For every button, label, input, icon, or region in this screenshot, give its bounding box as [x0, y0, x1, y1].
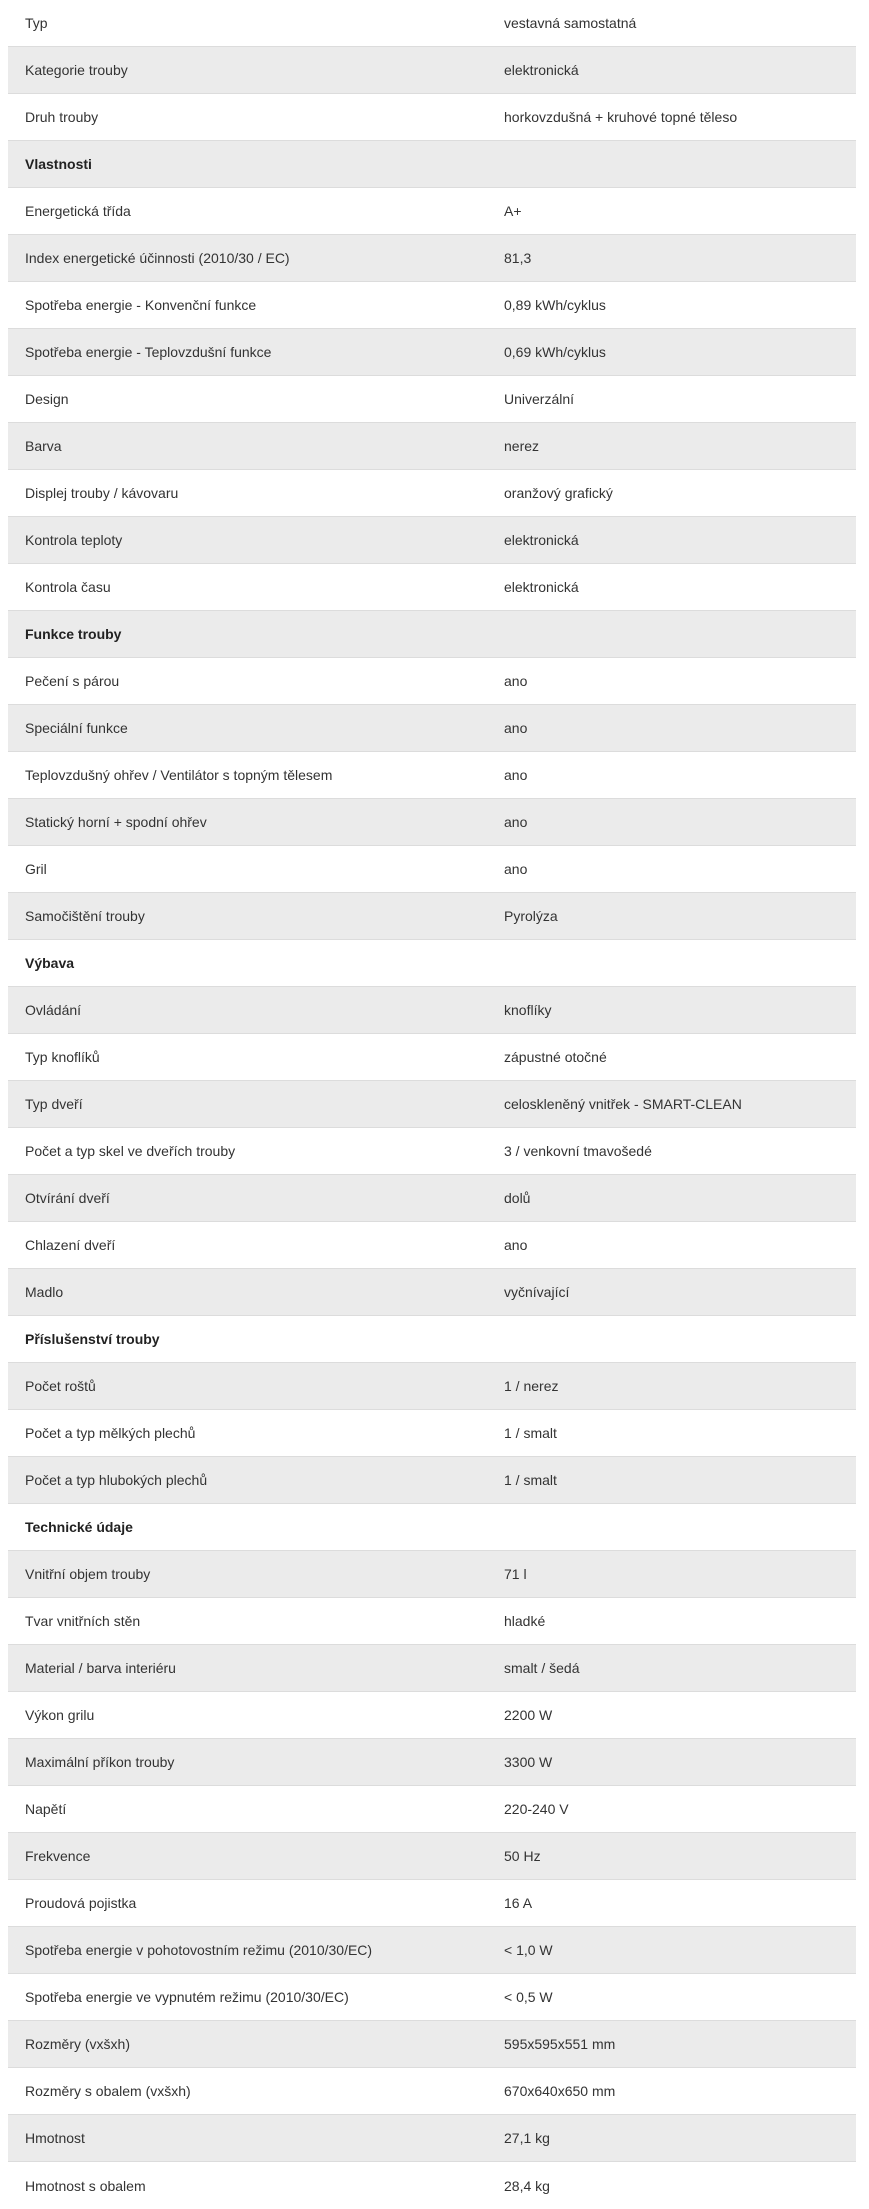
spec-label: Tvar vnitřních stěn: [25, 1613, 141, 1629]
spec-value: zápustné otočné: [504, 1049, 607, 1065]
spec-label: Spotřeba energie - Konvenční funkce: [25, 297, 257, 313]
spec-row: [8, 1739, 856, 1786]
spec-row: [8, 1269, 856, 1316]
spec-row: [8, 1692, 856, 1739]
spec-table: [8, 0, 856, 2209]
spec-value: 670x640x650 mm: [504, 2083, 616, 2099]
spec-value: elektronická: [504, 532, 579, 548]
spec-value: 0,89 kWh/cyklus: [504, 297, 606, 313]
spec-row: [8, 1645, 856, 1692]
spec-row: [8, 1457, 856, 1504]
spec-label: Hmotnost s obalem: [25, 2177, 146, 2194]
spec-row: [8, 1927, 856, 1974]
section-title: Výbava: [25, 955, 75, 971]
spec-label: Index energetické účinnosti (2010/30 / EC): [25, 250, 290, 266]
spec-value: ano: [504, 720, 528, 736]
spec-value: vestavná samostatná: [504, 15, 637, 31]
section-header-row: [8, 940, 856, 987]
spec-row: [8, 2162, 856, 2209]
spec-label: Typ knoflíků: [25, 1049, 100, 1065]
spec-value: Univerzální: [504, 391, 575, 407]
spec-label: Chlazení dveří: [25, 1237, 116, 1253]
spec-label: Gril: [25, 861, 47, 877]
spec-value: hladké: [504, 1613, 546, 1629]
spec-label: Hmotnost: [25, 2130, 85, 2146]
spec-label: Počet a typ mělkých plechů: [25, 1425, 196, 1441]
spec-label: Samočištění trouby: [25, 908, 145, 924]
spec-value: A+: [504, 203, 522, 219]
spec-value: 81,3: [504, 250, 532, 266]
spec-value: 2200 W: [504, 1707, 553, 1723]
section-title: Příslušenství trouby: [25, 1331, 160, 1347]
spec-row: [8, 1034, 856, 1081]
spec-value: elektronická: [504, 62, 579, 78]
spec-value: ano: [504, 1237, 528, 1253]
spec-row: [8, 1786, 856, 1833]
spec-value: 1 / smalt: [504, 1425, 557, 1441]
section-title: Funkce trouby: [25, 626, 122, 642]
spec-label: Počet roštů: [25, 1378, 96, 1394]
spec-label: Material / barva interiéru: [25, 1660, 176, 1676]
section-header-row: [8, 1504, 856, 1551]
spec-label: Rozměry s obalem (vxšxh): [25, 2083, 191, 2099]
spec-value: 220-240 V: [504, 1801, 569, 1817]
spec-value: celoskleněný vnitřek - SMART-CLEAN: [504, 1096, 742, 1112]
spec-label: Napětí: [25, 1801, 67, 1817]
spec-value: 50 Hz: [504, 1848, 541, 1864]
spec-value: 71 l: [504, 1566, 527, 1582]
spec-row: [8, 1974, 856, 2021]
spec-value: 0,69 kWh/cyklus: [504, 344, 606, 360]
spec-value: ano: [504, 861, 528, 877]
spec-label: Barva: [25, 438, 62, 454]
spec-value: knoflíky: [504, 1002, 552, 1018]
spec-row: [8, 1410, 856, 1457]
spec-value: nerez: [504, 438, 540, 454]
spec-row: [8, 893, 856, 940]
spec-row: [8, 329, 856, 376]
spec-row: [8, 846, 856, 893]
spec-label: Počet a typ skel ve dveřích trouby: [25, 1143, 236, 1159]
spec-row: [8, 1363, 856, 1410]
spec-row: [8, 47, 856, 94]
spec-value: 16 A: [504, 1895, 533, 1911]
spec-label: Typ: [25, 15, 48, 31]
spec-value: smalt / šedá: [504, 1660, 580, 1676]
spec-row: [8, 517, 856, 564]
spec-row: [8, 1833, 856, 1880]
spec-label: Madlo: [25, 1284, 64, 1300]
spec-row: [8, 564, 856, 611]
section-header-row: [8, 141, 856, 188]
spec-row: [8, 658, 856, 705]
spec-row: [8, 705, 856, 752]
spec-label: Vnitřní objem trouby: [25, 1566, 151, 1582]
spec-row: [8, 1880, 856, 1927]
section-title: Technické údaje: [25, 1519, 133, 1535]
spec-label: Kontrola času: [25, 579, 111, 595]
spec-value: Pyrolýza: [504, 908, 558, 924]
spec-row: [8, 2068, 856, 2115]
spec-label: Maximální příkon trouby: [25, 1754, 175, 1770]
spec-row: [8, 94, 856, 141]
spec-value: 27,1 kg: [504, 2130, 550, 2146]
spec-label: Pečení s párou: [25, 673, 120, 689]
spec-value: elektronická: [504, 579, 579, 595]
spec-label: Spotřeba energie - Teplovzdušní funkce: [25, 344, 272, 360]
spec-label: Teplovzdušný ohřev / Ventilátor s topným tělesem: [25, 767, 333, 783]
spec-label: Typ dveří: [25, 1096, 83, 1112]
spec-row: [8, 376, 856, 423]
spec-value: dolů: [504, 1190, 531, 1206]
spec-row: [8, 1222, 856, 1269]
spec-row: [8, 2115, 856, 2162]
spec-row: [8, 987, 856, 1034]
spec-value: 595x595x551 mm: [504, 2036, 616, 2052]
spec-label: Speciální funkce: [25, 720, 128, 736]
spec-label: Proudová pojistka: [25, 1895, 137, 1911]
spec-row: [8, 2021, 856, 2068]
spec-label: Frekvence: [25, 1848, 91, 1864]
spec-label: Výkon grilu: [25, 1707, 95, 1723]
spec-value: vyčnívající: [504, 1284, 570, 1300]
spec-row: [8, 188, 856, 235]
spec-label: Kategorie trouby: [25, 62, 128, 78]
spec-value: < 0,5 W: [504, 1989, 553, 2005]
spec-label: Druh trouby: [25, 109, 99, 125]
spec-row: [8, 1175, 856, 1222]
spec-label: Otvírání dveří: [25, 1190, 110, 1206]
spec-row: [8, 282, 856, 329]
spec-row: [8, 235, 856, 282]
spec-label: Statický horní + spodní ohřev: [25, 814, 207, 830]
spec-row: [8, 799, 856, 846]
spec-label: Displej trouby / kávovaru: [25, 485, 179, 501]
spec-value: horkovzdušná + kruhové topné těleso: [504, 109, 738, 125]
spec-label: Spotřeba energie v pohotovostním režimu (2010/30/EC): [25, 1942, 373, 1958]
spec-label: Kontrola teploty: [25, 532, 123, 548]
spec-row: [8, 423, 856, 470]
spec-value: 3 / venkovní tmavošedé: [504, 1143, 652, 1159]
spec-value: ano: [504, 767, 528, 783]
spec-label: Spotřeba energie ve vypnutém režimu (2010/30/EC): [25, 1989, 349, 2005]
spec-value: 28,4 kg: [504, 2177, 550, 2194]
spec-label: Počet a typ hlubokých plechů: [25, 1472, 208, 1488]
spec-row: [8, 1128, 856, 1175]
spec-row: [8, 0, 856, 47]
spec-value: ano: [504, 673, 528, 689]
spec-row: [8, 1551, 856, 1598]
spec-row: [8, 1081, 856, 1128]
spec-value: < 1,0 W: [504, 1942, 553, 1958]
spec-value: 1 / smalt: [504, 1472, 557, 1488]
spec-value: oranžový grafický: [504, 485, 613, 501]
spec-row: [8, 470, 856, 517]
spec-label: Energetická třída: [25, 203, 131, 219]
spec-row: [8, 752, 856, 799]
section-header-row: [8, 1316, 856, 1363]
section-title: Vlastnosti: [25, 156, 92, 172]
spec-label: Design: [25, 391, 69, 407]
spec-label: Ovládání: [25, 1002, 82, 1018]
spec-row: [8, 1598, 856, 1645]
spec-label: Rozměry (vxšxh): [25, 2036, 131, 2052]
spec-value: 3300 W: [504, 1754, 553, 1770]
section-header-row: [8, 611, 856, 658]
spec-value: 1 / nerez: [504, 1378, 559, 1394]
spec-value: ano: [504, 814, 528, 830]
